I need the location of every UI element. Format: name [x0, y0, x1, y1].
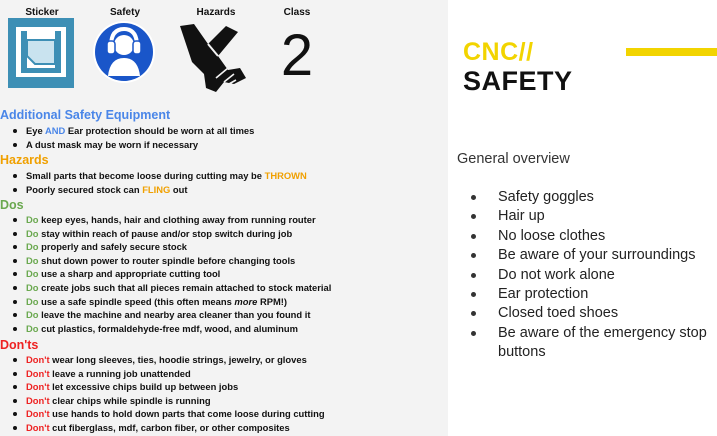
- overview-heading: General overview: [457, 151, 570, 167]
- list-item: Do use a safe spindle speed (this often means more RPM!): [12, 295, 331, 309]
- list-item: Don't cut fiberglass, mdf, carbon fiber, or other composites: [12, 421, 325, 435]
- list-item: Eye AND Ear protection should be worn at all times: [12, 124, 254, 138]
- title-cnc: CNC//: [463, 38, 534, 66]
- list-item: Hair up: [470, 207, 717, 226]
- list-item: Don't clear chips while spindle is running: [12, 394, 325, 408]
- hazards-column: [185, 6, 247, 20]
- overview-list: [470, 188, 717, 363]
- sticker-icon: [8, 18, 74, 88]
- list-item: Do cut plastics, formaldehyde-free mdf, wood, and aluminum: [12, 322, 331, 336]
- list-item: A dust mask may be worn if necessary: [12, 138, 254, 152]
- sticker-label: Sticker: [25, 7, 59, 18]
- additional-equipment-title: Additional Safety Equipment: [0, 108, 171, 122]
- list-item: Do properly and safely secure stock: [12, 240, 331, 254]
- list-item: Do not work alone: [470, 266, 717, 285]
- safety-column: [97, 6, 153, 20]
- hazards-label: Hazards: [196, 7, 236, 18]
- ear-protection-icon: [92, 20, 156, 84]
- list-item: Be aware of your surroundings: [470, 246, 717, 265]
- class-column: [273, 6, 321, 20]
- class-label: Class: [283, 7, 311, 18]
- donts-list: [12, 353, 325, 435]
- list-item: Be aware of the emergency stop buttons: [470, 324, 717, 363]
- additional-equipment-list: [12, 124, 254, 151]
- accent-bar: [626, 48, 717, 56]
- list-item: Do create jobs such that all pieces remain attached to stock material: [12, 281, 331, 295]
- list-item: Do shut down power to router spindle before changing tools: [12, 254, 331, 268]
- hazards-list: [12, 169, 307, 196]
- list-item: Small parts that become loose during cutting may be THROWN: [12, 169, 307, 183]
- list-item: Don't let excessive chips build up between jobs: [12, 380, 325, 394]
- list-item: Poorly secured stock can FLING out: [12, 183, 307, 197]
- list-item: Do use a sharp and appropriate cutting tool: [12, 267, 331, 281]
- hazards-title: Hazards: [0, 153, 49, 167]
- list-item: Don't leave a running job unattended: [12, 367, 325, 381]
- list-item: Closed toed shoes: [470, 304, 717, 323]
- donts-title: Don'ts: [0, 338, 39, 352]
- list-item: No loose clothes: [470, 227, 717, 246]
- list-item: Do stay within reach of pause and/or stop switch during job: [12, 227, 331, 241]
- list-item: Don't wear long sleeves, ties, hoodie strings, jewelry, or gloves: [12, 353, 325, 367]
- title-safety: SAFETY: [463, 66, 573, 96]
- hand-hazard-icon: [178, 22, 250, 94]
- slide-title: [463, 38, 573, 96]
- class-value: 2: [280, 23, 314, 88]
- list-item: Safety goggles: [470, 188, 717, 207]
- dos-list: [12, 213, 331, 335]
- list-item: Don't use hands to hold down parts that come loose during cutting: [12, 407, 325, 421]
- list-item: Do keep eyes, hands, hair and clothing away from running router: [12, 213, 331, 227]
- list-item: Do leave the machine and nearby area cleaner than you found it: [12, 308, 331, 322]
- dos-title: Dos: [0, 198, 24, 212]
- list-item: Ear protection: [470, 285, 717, 304]
- safety-label: Safety: [109, 7, 140, 18]
